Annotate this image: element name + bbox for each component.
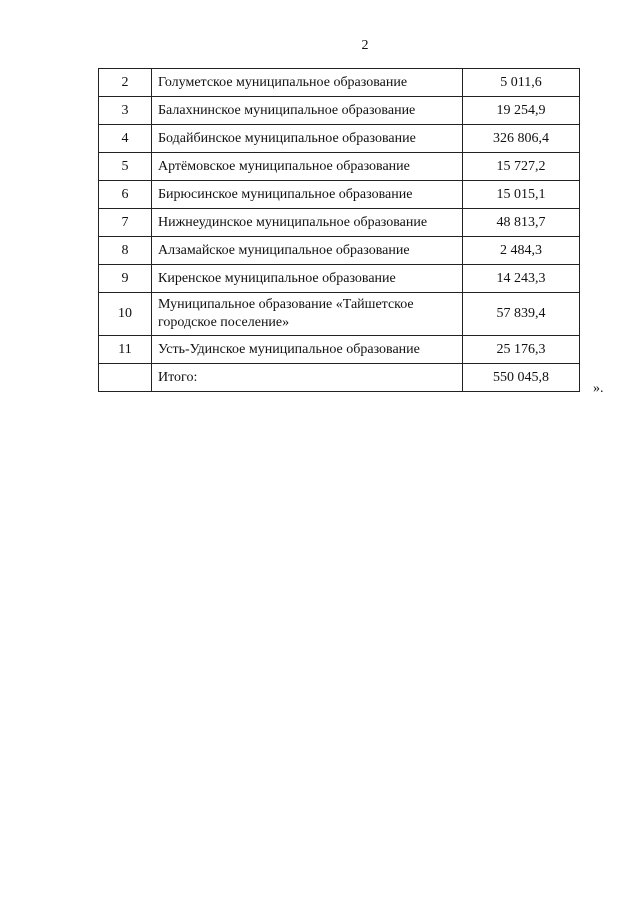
municipality-name: Алзамайское муниципальное образование — [152, 237, 463, 265]
row-number: 5 — [99, 153, 152, 181]
row-number: 2 — [99, 69, 152, 97]
table-row — [99, 97, 580, 125]
row-number: 8 — [99, 237, 152, 265]
table-row — [99, 265, 580, 293]
page-number: 2 — [361, 38, 369, 53]
amount-value: 57 839,4 — [463, 293, 580, 336]
table-row — [99, 125, 580, 153]
row-number: 9 — [99, 265, 152, 293]
total-value: 550 045,8 — [463, 364, 580, 392]
amount-value: 15 727,2 — [463, 153, 580, 181]
closing-quote: ». — [593, 381, 604, 396]
municipality-name: Балахнинское муниципальное образование — [152, 97, 463, 125]
table-row — [99, 237, 580, 265]
total-row — [99, 364, 580, 392]
municipality-name: Муниципальное образование «Тайшетское городское поселение» — [152, 293, 463, 336]
total-number-cell — [99, 364, 152, 392]
amount-value: 14 243,3 — [463, 265, 580, 293]
total-label: Итого: — [152, 364, 463, 392]
table-row — [99, 69, 580, 97]
municipality-name: Бодайбинское муниципальное образование — [152, 125, 463, 153]
amount-value: 326 806,4 — [463, 125, 580, 153]
table-row — [99, 293, 580, 336]
municipality-name: Голуметское муниципальное образование — [152, 69, 463, 97]
table-row — [99, 209, 580, 237]
municipality-name: Нижнеудинское муниципальное образование — [152, 209, 463, 237]
table-row — [99, 336, 580, 364]
amount-value: 25 176,3 — [463, 336, 580, 364]
allocation-table — [98, 68, 580, 392]
amount-value: 15 015,1 — [463, 181, 580, 209]
row-number: 7 — [99, 209, 152, 237]
amount-value: 48 813,7 — [463, 209, 580, 237]
amount-value: 5 011,6 — [463, 69, 580, 97]
municipality-name: Артёмовское муниципальное образование — [152, 153, 463, 181]
municipality-name: Бирюсинское муниципальное образование — [152, 181, 463, 209]
amount-value: 2 484,3 — [463, 237, 580, 265]
row-number: 6 — [99, 181, 152, 209]
table-row — [99, 153, 580, 181]
municipality-name: Киренское муниципальное образование — [152, 265, 463, 293]
table-row — [99, 181, 580, 209]
row-number: 10 — [99, 293, 152, 336]
municipality-name: Усть-Удинское муниципальное образование — [152, 336, 463, 364]
row-number: 3 — [99, 97, 152, 125]
row-number: 4 — [99, 125, 152, 153]
amount-value: 19 254,9 — [463, 97, 580, 125]
row-number: 11 — [99, 336, 152, 364]
